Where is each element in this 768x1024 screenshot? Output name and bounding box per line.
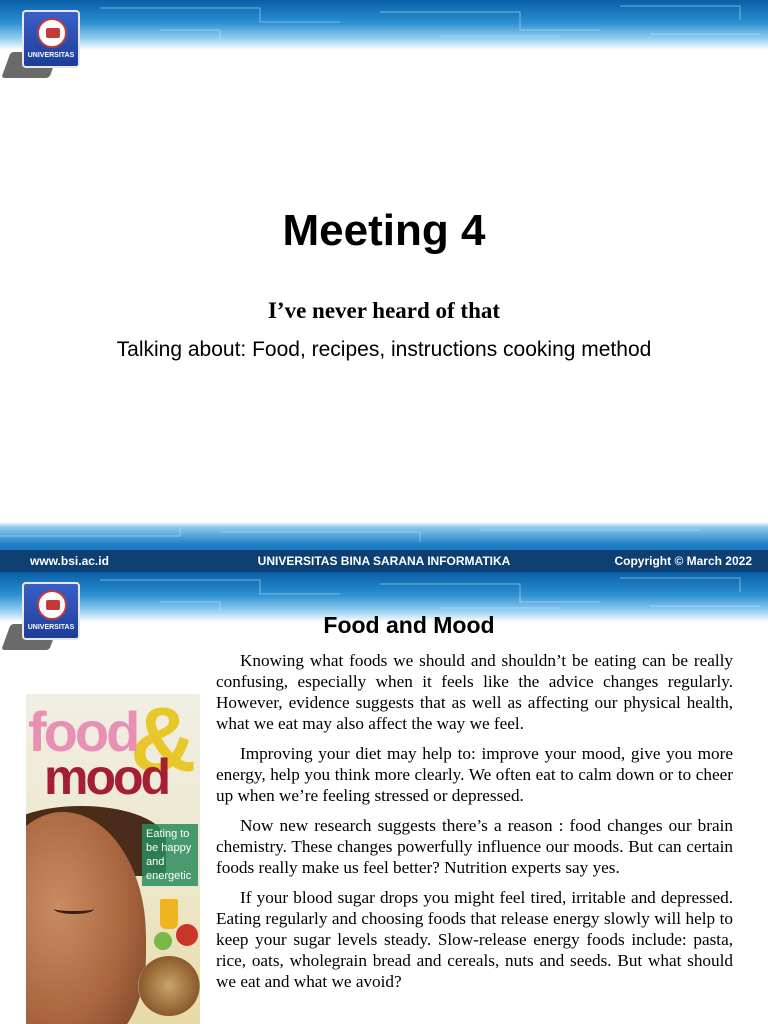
footer-website: www.bsi.ac.id (30, 554, 109, 568)
cover-ampersand: & (130, 694, 197, 791)
logo-text: UNIVERSITAS (27, 52, 75, 59)
cover-word-food: food (28, 700, 138, 763)
logo-emblem (37, 18, 67, 48)
apple-red-icon (176, 924, 198, 946)
paragraph: Knowing what foods we should and shouldn’t be eating can be really confusing, especially when it feels like the advice changes regularly. However, evidence suggests that as well as affecting our physical health, what we eat may also affect the way we feel. (216, 651, 733, 733)
logo-badge (22, 10, 80, 68)
footer-copyright: Copyright © March 2022 (614, 554, 752, 568)
circuit-pattern (0, 0, 768, 50)
cereal-bowl-icon (138, 956, 200, 1016)
logo-text: UNIVERSITAS (27, 624, 75, 631)
book-cover-image (26, 694, 200, 1024)
university-logo (6, 8, 82, 80)
paragraph: Improving your diet may help to: improve your mood, give you more energy, help you think more clearly. We often eat to calm down or to cheer up when we’re feeling stressed or depressed. (216, 744, 733, 805)
cover-word-mood: mood (44, 749, 169, 805)
paragraph: Now new research suggests there’s a reason : food changes our brain chemistry. These changes powerfully influence our moods. But can certain foods really make us feel better? Nutrition experts say yes. (216, 816, 733, 877)
juice-glass-icon (160, 899, 178, 929)
cover-eye (54, 904, 94, 914)
slide-food-and-mood (0, 572, 768, 1024)
cover-tagline: Eating to be happy and energetic (142, 824, 198, 886)
topic-text: Talking about: Food, recipes, instructions cooking method (116, 338, 652, 361)
page-title: Meeting 4 (282, 206, 486, 255)
footer-institution: UNIVERSITAS BINA SARANA INFORMATIKA (257, 554, 511, 568)
paragraph: If your blood sugar drops you might feel tired, irritable and depressed. Eating regularly and choosing foods that release energy slowly will help to keep your sugar levels steady. Slow-release energy foods include: pasta, rice, oats, wholegrain bread and cereals, nuts and seeds. But what should we eat and what we avoid? (216, 888, 733, 991)
logo-mark (46, 600, 60, 610)
subtitle: I’ve never heard of that (267, 298, 501, 323)
top-banner (0, 0, 768, 50)
article-body (216, 650, 733, 1001)
logo-mark (46, 28, 60, 38)
section-title: Food and Mood (323, 612, 495, 638)
bottom-banner (0, 522, 768, 572)
apple-green-icon (154, 932, 172, 950)
